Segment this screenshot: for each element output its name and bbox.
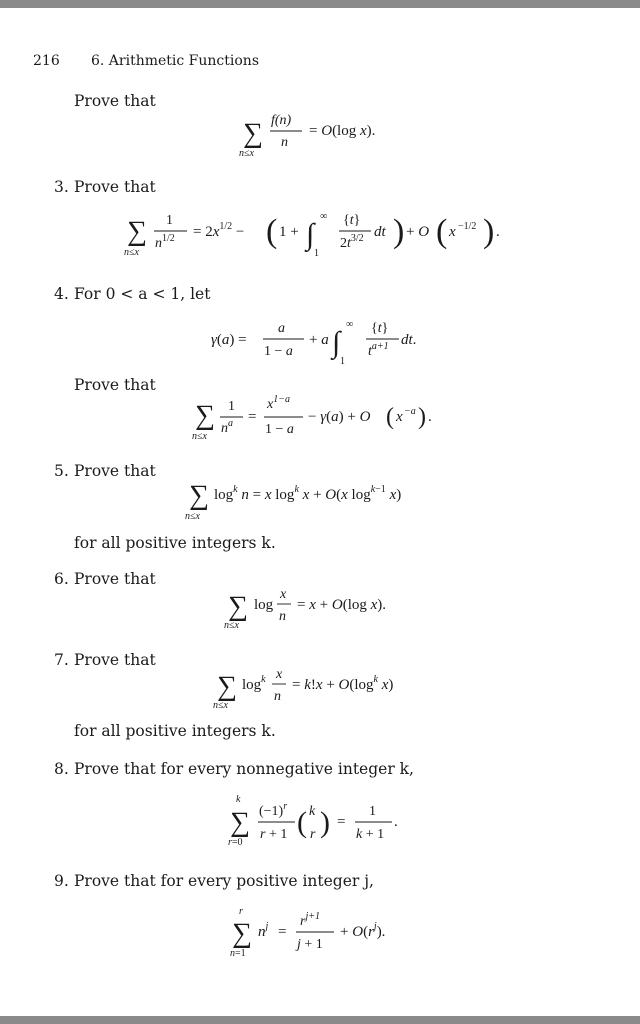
svg-text:2t3/2: $2t^{3/2}$ <box>340 233 364 251</box>
svg-text:∞: ∞ <box>346 319 354 330</box>
svg-text:∑: ∑ <box>189 480 209 511</box>
svg-text:.: . <box>428 409 432 425</box>
svg-text:∑: ∑ <box>243 118 263 149</box>
svg-text:1 − a: 1 − a <box>264 344 293 359</box>
svg-text:x1−a: $x^{1-a}$ <box>267 394 290 412</box>
svg-text:n: n <box>279 609 286 624</box>
exercise-number-9: 9. <box>54 872 69 890</box>
running-title: 6. Arithmetic Functions <box>91 53 260 69</box>
svg-text:n=1: n=1 <box>230 948 246 959</box>
svg-text:k: k <box>309 804 316 819</box>
svg-text:(−1)r: $(-1)^r$ <box>259 801 288 819</box>
svg-text:= x + O(log x).: = x + O(log x). <box>297 597 387 613</box>
formula-7 <box>0 660 640 716</box>
svg-text:(: ( <box>266 213 278 250</box>
svg-text:x: x <box>280 587 287 602</box>
svg-text:x: x <box>396 409 403 425</box>
svg-text:n≤x: n≤x <box>224 620 239 631</box>
svg-text:−a: −a <box>404 406 416 417</box>
top-border <box>0 0 640 8</box>
svg-text:n≤x: n≤x <box>213 700 228 711</box>
svg-text:1: 1 <box>314 248 319 259</box>
svg-text:1 − a: 1 − a <box>265 422 294 437</box>
svg-text:1 +: 1 + <box>279 224 299 240</box>
svg-text:j + 1: j + 1 <box>297 937 323 952</box>
svg-text:=: = <box>278 924 287 940</box>
exercise-number-5: 5. <box>54 462 69 480</box>
svg-text:{t}: {t} <box>343 213 361 228</box>
svg-text:k + 1: k + 1 <box>356 827 385 842</box>
exercise-number-3: 3. <box>54 178 69 196</box>
svg-text:{t}: {t} <box>371 321 389 336</box>
svg-text:∑: ∑ <box>232 918 252 949</box>
svg-text:1: 1 <box>166 213 173 228</box>
svg-text:.: . <box>394 814 398 830</box>
formula-1 <box>0 106 640 162</box>
svg-text:r + 1: r + 1 <box>260 827 288 842</box>
svg-text:r=0: r=0 <box>228 837 243 848</box>
svg-text:dt: dt <box>374 224 386 240</box>
svg-text:): ) <box>393 213 405 250</box>
exercise-number-7: 7. <box>54 651 69 669</box>
exercise-text: Prove that <box>74 462 156 480</box>
exercise-number-6: 6. <box>54 570 69 588</box>
formula-3 <box>0 202 640 262</box>
svg-text:1: 1 <box>369 804 376 819</box>
svg-text:n≤x: n≤x <box>192 431 207 442</box>
exercise-number-4: 4. <box>54 285 69 303</box>
exercise-text: For 0 < a < 1, let <box>74 285 211 303</box>
svg-text:n: n <box>281 135 288 150</box>
svg-text:n≤x: n≤x <box>239 148 254 159</box>
formula-4a <box>0 309 640 367</box>
svg-text:= k!x + O(logk x): = $k!x + O(\log^k$ x) <box>292 674 394 693</box>
svg-text:k: k <box>236 794 241 805</box>
svg-text:x: x <box>276 667 283 682</box>
svg-text:r: r <box>310 827 316 842</box>
svg-text:log: log <box>254 597 274 613</box>
svg-text:(: ( <box>297 806 307 839</box>
svg-text:∑: ∑ <box>228 591 248 622</box>
formula-4b <box>0 386 640 446</box>
svg-text:nj: $n^j$ <box>258 921 269 940</box>
exercise-text: Prove that <box>74 178 156 196</box>
svg-text:∫: ∫ <box>306 218 315 251</box>
page-number: 216 <box>33 53 60 69</box>
exercise-text: Prove that for every positive integer j, <box>74 872 374 890</box>
formula-8 <box>0 790 640 852</box>
svg-text:n≤x: n≤x <box>185 511 200 522</box>
formula-5 <box>0 472 640 526</box>
bottom-border <box>0 1016 640 1024</box>
svg-text:n: n <box>274 689 281 704</box>
svg-text:= 2x1/2 −: = $2x^{1/2}$ − <box>193 221 245 240</box>
svg-text:dt.: dt. <box>401 332 417 348</box>
svg-text:a: a <box>278 321 285 336</box>
formula-6 <box>0 580 640 636</box>
svg-text:r: r <box>239 906 243 917</box>
svg-text:logk n = x logk x + O(x logk−1: $\log^k n = x$ $\log^k x + O(x$ $\log^{k-1} x$) <box>214 484 402 503</box>
exercise-text: Prove that <box>74 376 156 394</box>
svg-text:∑: ∑ <box>230 807 250 838</box>
exercise-tail: for all positive integers k. <box>74 722 276 740</box>
exercise-text: Prove that for every nonnegative integer k, <box>74 760 414 778</box>
svg-text:ta+1: $t^{a+1}$ <box>368 341 389 359</box>
svg-text:n1/2: $n^{1/2}$ <box>155 233 175 251</box>
svg-text:∑: ∑ <box>127 216 147 247</box>
formula-9 <box>0 902 640 962</box>
svg-text:): ) <box>418 404 426 430</box>
exercise-text: Prove that <box>74 651 156 669</box>
svg-text:∑: ∑ <box>217 671 237 702</box>
svg-text:f(n): f(n) <box>271 113 292 128</box>
svg-text:x: x <box>449 224 456 240</box>
svg-text:= O(log x).: = O(log x). <box>309 123 376 139</box>
svg-text:γ(a) =: γ(a) = <box>211 332 247 348</box>
exercise-text: Prove that <box>74 92 156 110</box>
svg-text:=: = <box>248 409 257 425</box>
svg-text:logk: $\log^k$ <box>242 674 266 693</box>
svg-text:+ O(rj).: + $O(r^j)$. <box>340 921 386 940</box>
svg-text:.: . <box>496 224 500 240</box>
svg-text:=: = <box>337 814 346 830</box>
exercise-tail: for all positive integers k. <box>74 534 276 552</box>
svg-text:rj+1: $r^{j+1}$ <box>300 911 320 929</box>
svg-text:− γ(a) + O: − γ(a) + O <box>308 409 371 425</box>
svg-text:n≤x: n≤x <box>124 247 139 258</box>
svg-text:(: ( <box>436 213 448 250</box>
svg-text:): ) <box>483 213 495 250</box>
svg-text:+ a: + a <box>309 332 329 348</box>
exercise-text: Prove that <box>74 570 156 588</box>
svg-text:∞: ∞ <box>320 211 328 222</box>
svg-text:∫: ∫ <box>332 326 341 359</box>
svg-text:): ) <box>320 806 330 839</box>
svg-text:+ O: + O <box>406 224 430 240</box>
exercise-number-8: 8. <box>54 760 69 778</box>
svg-text:1: 1 <box>340 356 345 367</box>
svg-text:1: 1 <box>228 399 235 414</box>
svg-text:∑: ∑ <box>195 400 215 431</box>
svg-text:(: ( <box>386 404 394 430</box>
svg-text:−1/2: −1/2 <box>458 221 477 232</box>
svg-text:na: $n^a$ <box>221 418 233 436</box>
